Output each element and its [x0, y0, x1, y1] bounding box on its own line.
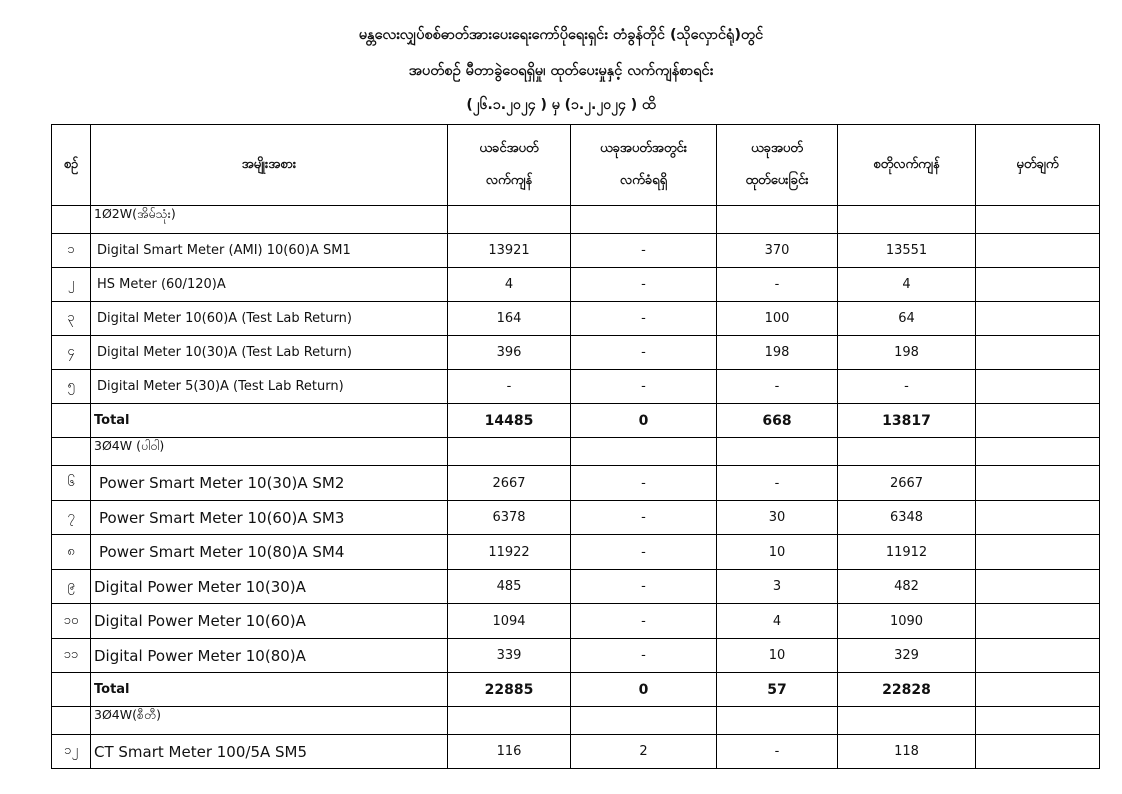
row-remark	[976, 570, 1100, 604]
row-sn: ၁	[52, 234, 91, 268]
row-issued: -	[717, 268, 838, 302]
row-remark	[976, 604, 1100, 639]
total-issued: 668	[717, 404, 838, 438]
group-header-row	[52, 438, 1100, 466]
empty-cell	[571, 707, 717, 735]
row-prev-balance: 396	[448, 336, 571, 370]
row-item-name: Digital Power Meter 10(60)A	[91, 604, 448, 639]
group-sn-cell	[52, 438, 91, 466]
header-received-line1: ယခုအပတ်အတွင်း	[599, 141, 688, 156]
table-body	[52, 206, 1100, 769]
row-prev-balance: 485	[448, 570, 571, 604]
row-sn: ၆	[52, 466, 91, 501]
total-store-balance: 13817	[838, 404, 976, 438]
empty-cell	[838, 438, 976, 466]
row-item-name: CT Smart Meter 100/5A SM5	[91, 735, 448, 769]
row-item-name: Power Smart Meter 10(30)A SM2	[91, 466, 448, 501]
header-remark: မှတ်ချက်	[976, 125, 1100, 206]
table-row	[52, 639, 1100, 673]
row-store-balance: 6348	[838, 501, 976, 535]
empty-cell	[717, 438, 838, 466]
row-received: -	[571, 639, 717, 673]
empty-cell	[717, 206, 838, 234]
empty-cell	[448, 206, 571, 234]
row-remark	[976, 639, 1100, 673]
row-issued: 3	[717, 570, 838, 604]
row-remark	[976, 535, 1100, 570]
row-received: -	[571, 535, 717, 570]
group-label: 3Ø4W (ပါဝါ)	[91, 438, 448, 466]
row-store-balance: 329	[838, 639, 976, 673]
row-received: -	[571, 234, 717, 268]
row-sn: ၅	[52, 370, 91, 404]
row-sn: ၁၁	[52, 639, 91, 673]
empty-cell	[838, 206, 976, 234]
row-remark	[976, 336, 1100, 370]
row-issued: 370	[717, 234, 838, 268]
table-row	[52, 268, 1100, 302]
row-store-balance: 118	[838, 735, 976, 769]
row-store-balance: 64	[838, 302, 976, 336]
row-sn: ၄	[52, 336, 91, 370]
empty-cell	[976, 707, 1100, 735]
group-header-row	[52, 707, 1100, 735]
total-remark	[976, 673, 1100, 707]
table-row	[52, 604, 1100, 639]
total-label: Total	[91, 404, 448, 438]
row-store-balance: 13551	[838, 234, 976, 268]
header-sn: စဉ်	[52, 125, 91, 206]
inventory-table	[51, 124, 1100, 769]
total-remark	[976, 404, 1100, 438]
table-header-row	[52, 125, 1100, 206]
table-row	[52, 535, 1100, 570]
group-sn-cell	[52, 707, 91, 735]
row-prev-balance: 1094	[448, 604, 571, 639]
row-sn: ၁၂	[52, 735, 91, 769]
row-sn: ၇	[52, 501, 91, 535]
empty-cell	[976, 206, 1100, 234]
row-item-name: Power Smart Meter 10(80)A SM4	[91, 535, 448, 570]
total-prev-balance: 14485	[448, 404, 571, 438]
row-received: -	[571, 570, 717, 604]
row-sn: ၉	[52, 570, 91, 604]
row-issued: 100	[717, 302, 838, 336]
total-row	[52, 673, 1100, 707]
empty-cell	[571, 438, 717, 466]
row-store-balance: 198	[838, 336, 976, 370]
row-issued: 198	[717, 336, 838, 370]
empty-cell	[838, 707, 976, 735]
row-remark	[976, 735, 1100, 769]
row-received: -	[571, 604, 717, 639]
total-row	[52, 404, 1100, 438]
row-prev-balance: 13921	[448, 234, 571, 268]
table-row	[52, 466, 1100, 501]
table-row	[52, 570, 1100, 604]
total-received: 0	[571, 673, 717, 707]
empty-cell	[717, 707, 838, 735]
empty-cell	[976, 438, 1100, 466]
row-prev-balance: 339	[448, 639, 571, 673]
header-prev-balance-line1: ယခင်အပတ်	[479, 141, 539, 156]
empty-cell	[448, 438, 571, 466]
row-issued: 10	[717, 535, 838, 570]
table-row	[52, 234, 1100, 268]
row-received: -	[571, 302, 717, 336]
row-issued: 10	[717, 639, 838, 673]
row-sn: ၈	[52, 535, 91, 570]
group-label: 1Ø2W(အိမ်သုံး)	[91, 206, 448, 234]
header-issued-line2: ထုတ်ပေးခြင်း	[745, 173, 809, 188]
report-title-line2: အပတ်စဉ် မီတာခွဲဝေရရှိမှု၊ ထုတ်ပေးမှုနှင့် လက်ကျန်စာရင်း	[408, 63, 714, 79]
group-header-row	[52, 206, 1100, 234]
row-store-balance: 11912	[838, 535, 976, 570]
table-row	[52, 501, 1100, 535]
table-row	[52, 336, 1100, 370]
group-label: 3Ø4W(စီတီ)	[91, 707, 448, 735]
empty-cell	[571, 206, 717, 234]
row-received: -	[571, 268, 717, 302]
row-store-balance: 482	[838, 570, 976, 604]
row-prev-balance: 116	[448, 735, 571, 769]
header-issued	[717, 125, 838, 206]
row-received: -	[571, 336, 717, 370]
total-prev-balance: 22885	[448, 673, 571, 707]
row-received: -	[571, 370, 717, 404]
row-issued: 30	[717, 501, 838, 535]
table-row	[52, 302, 1100, 336]
table-row	[52, 735, 1100, 769]
total-received: 0	[571, 404, 717, 438]
row-remark	[976, 466, 1100, 501]
row-prev-balance: 11922	[448, 535, 571, 570]
row-sn: ၂	[52, 268, 91, 302]
row-remark	[976, 268, 1100, 302]
row-prev-balance: 4	[448, 268, 571, 302]
row-received: -	[571, 501, 717, 535]
row-store-balance: 4	[838, 268, 976, 302]
row-prev-balance: -	[448, 370, 571, 404]
row-received: 2	[571, 735, 717, 769]
table-row	[52, 370, 1100, 404]
row-item-name: Digital Power Meter 10(30)A	[91, 570, 448, 604]
row-issued: 4	[717, 604, 838, 639]
total-store-balance: 22828	[838, 673, 976, 707]
row-sn: ၁၀	[52, 604, 91, 639]
total-issued: 57	[717, 673, 838, 707]
header-prev-balance	[448, 125, 571, 206]
header-store-balance: စတိုလက်ကျန်	[838, 125, 976, 206]
row-prev-balance: 2667	[448, 466, 571, 501]
header-prev-balance-line2: လက်ကျန်	[485, 173, 533, 188]
group-sn-cell	[52, 206, 91, 234]
row-sn: ၃	[52, 302, 91, 336]
row-remark	[976, 234, 1100, 268]
total-sn-cell	[52, 673, 91, 707]
header-issued-line1: ယခုအပတ်	[751, 141, 803, 156]
row-item-name: HS Meter (60/120)A	[91, 268, 448, 302]
row-issued: -	[717, 735, 838, 769]
row-prev-balance: 164	[448, 302, 571, 336]
row-item-name: Digital Meter 5(30)A (Test Lab Return)	[91, 370, 448, 404]
row-item-name: Digital Smart Meter (AMI) 10(60)A SM1	[91, 234, 448, 268]
total-sn-cell	[52, 404, 91, 438]
empty-cell	[448, 707, 571, 735]
row-store-balance: 1090	[838, 604, 976, 639]
row-issued: -	[717, 370, 838, 404]
report-date-range: (၂၆.၁.၂၀၂၄ ) မှ (၁.၂.၂၀၂၄ ) ထိ	[466, 97, 656, 113]
header-received	[571, 125, 717, 206]
header-item: အမျိုးအစား	[91, 125, 448, 206]
row-received: -	[571, 466, 717, 501]
report-title-line1: မန္တလေးလျှပ်စစ်ဓာတ်အားပေးရေးကော်ပိုရေးရှင်း တံခွန်တိုင် (သိုလှောင်ရုံ)တွင်	[358, 27, 764, 43]
row-store-balance: 2667	[838, 466, 976, 501]
row-prev-balance: 6378	[448, 501, 571, 535]
row-item-name: Digital Power Meter 10(80)A	[91, 639, 448, 673]
row-issued: -	[717, 466, 838, 501]
row-item-name: Digital Meter 10(30)A (Test Lab Return)	[91, 336, 448, 370]
row-store-balance: -	[838, 370, 976, 404]
row-remark	[976, 501, 1100, 535]
header-received-line2: လက်ခံရရှိ	[619, 173, 668, 188]
row-remark	[976, 302, 1100, 336]
row-item-name: Power Smart Meter 10(60)A SM3	[91, 501, 448, 535]
total-label: Total	[91, 673, 448, 707]
row-item-name: Digital Meter 10(60)A (Test Lab Return)	[91, 302, 448, 336]
row-remark	[976, 370, 1100, 404]
